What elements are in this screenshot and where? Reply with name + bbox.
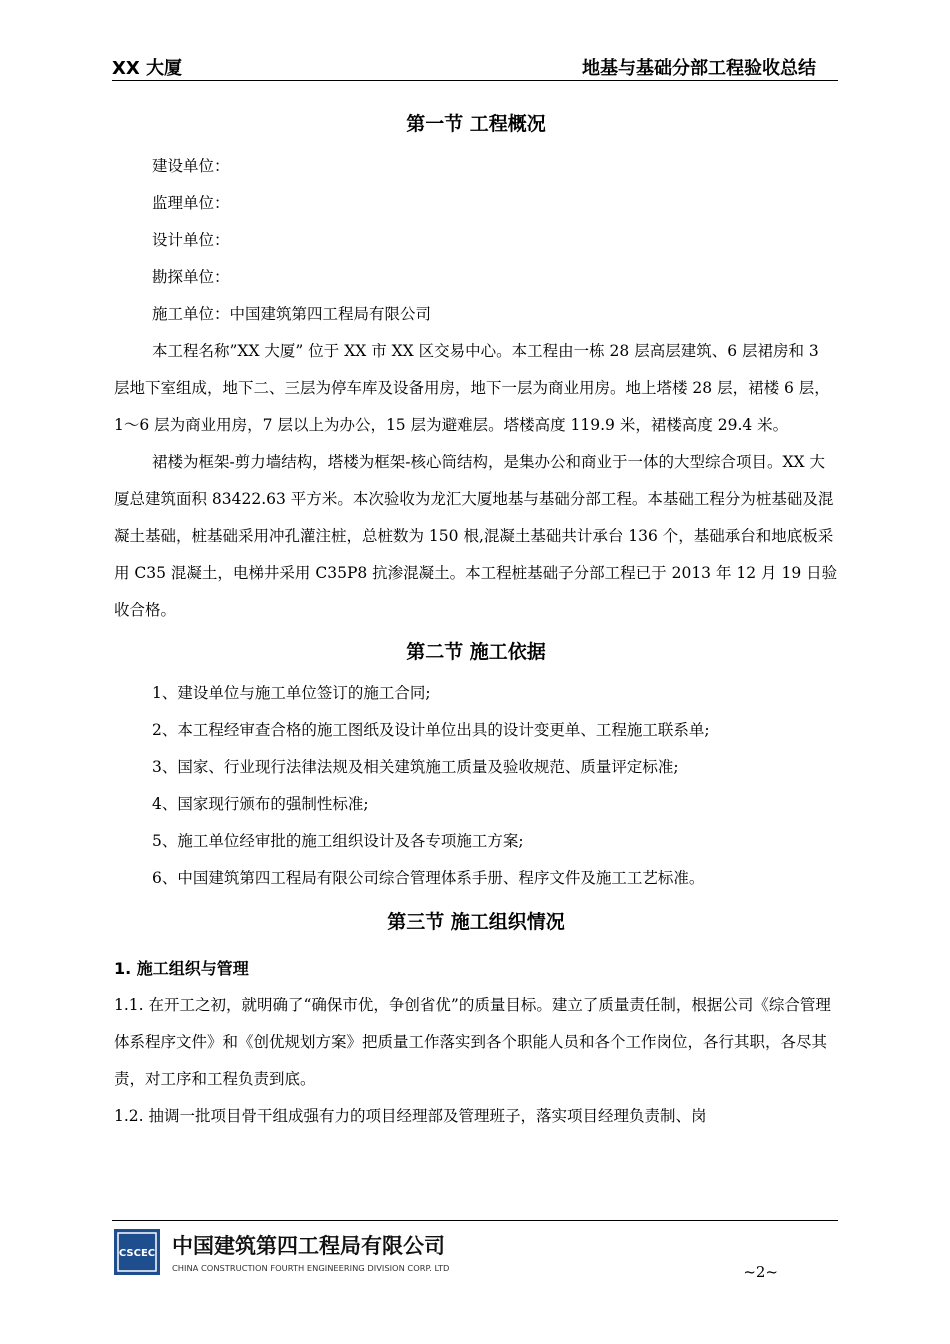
body-paragraph: 1.2. 抽调一批项目骨干组成强有力的项目经理部及管理班子，落实项目经理负责制、岗 bbox=[114, 1107, 707, 1125]
list-item: 4、国家现行颁布的强制性标准; bbox=[152, 795, 369, 813]
list-item: 6、中国建筑第四工程局有限公司综合管理体系手册、程序文件及施工工艺标准。 bbox=[152, 869, 705, 887]
page-header bbox=[112, 50, 838, 81]
list-item: 3、国家、行业现行法律法规及相关建筑施工质量及验收规范、质量评定标准; bbox=[152, 758, 679, 776]
page-number: ~2~ bbox=[743, 1263, 778, 1281]
company-logo bbox=[112, 1227, 492, 1277]
field-survey-unit: 勘探单位： bbox=[152, 268, 230, 286]
company-name-en: CHINA CONSTRUCTION FOURTH ENGINEERING DIVISION CORP. LTD bbox=[172, 1263, 450, 1273]
logo-mark-text: CSCEC bbox=[118, 1248, 156, 1259]
field-construction-unit: 建设单位： bbox=[152, 157, 230, 175]
company-name-cn: 中国建筑第四工程局有限公司 bbox=[172, 1234, 445, 1258]
section-title: 第二节 施工依据 bbox=[406, 641, 546, 663]
overview-paragraph: 本工程名称”XX 大厦” 位于 XX 市 XX 区交易中心。本工程由一栋 28 层高层建筑、6 层裙房和 3 层地下室组成，地下二、三层为停车库及设备用房，地下一层为商业用房。地上塔楼 28 层，裙楼 6 层，1～6 层为商业用房，7 层以上为办公，15 层为避难层。塔楼高度 119.9 米，裙楼高度 29.4 米。 bbox=[114, 342, 830, 434]
field-builder-unit: 施工单位：中国建筑第四工程局有限公司 bbox=[152, 305, 432, 323]
field-supervision-unit: 监理单位： bbox=[152, 194, 230, 212]
field-design-unit: 设计单位： bbox=[152, 231, 230, 249]
list-item: 5、施工单位经审批的施工组织设计及各专项施工方案; bbox=[152, 832, 524, 850]
section-title: 第三节 施工组织情况 bbox=[387, 911, 565, 933]
overview-paragraph: 裙楼为框架-剪力墙结构，塔楼为框架-核心筒结构，是集办公和商业于一体的大型综合项目。XX 大厦总建筑面积 83422.63 平方米。本次验收为龙汇大厦地基与基础分部工程。本基础工程分为桩基础及混凝土基础，桩基础采用冲孔灌注桩，总桩数为 150 根,混凝土基础共计承台 136 个，基础承台和地底板采用 C35 混凝土，电梯井采用 C35P8 抗渗混凝土。本工程桩基础子分部工程已于 2013 年 12 月 19 日验收合格。 bbox=[114, 453, 838, 619]
page-footer bbox=[112, 1220, 838, 1281]
header-building-name: XX 大厦 bbox=[112, 58, 183, 79]
subsection-title: 1. 施工组织与管理 bbox=[114, 959, 249, 978]
list-item: 1、建设单位与施工单位签订的施工合同; bbox=[152, 684, 431, 702]
body-paragraph: 1.1. 在开工之初，就明确了“确保市优，争创省优”的质量目标。建立了质量责任制，根据公司《综合管理体系程序文件》和《创优规划方案》把质量工作落实到各个职能人员和各个工作岗位，各行其职，各尽其责，对工序和工程负责到底。 bbox=[114, 996, 831, 1088]
document-body bbox=[114, 100, 838, 1135]
list-item: 2、本工程经审查合格的施工图纸及设计单位出具的设计变更单、工程施工联系单; bbox=[152, 721, 710, 739]
section-title: 第一节 工程概况 bbox=[406, 113, 546, 135]
header-document-title: 地基与基础分部工程验收总结 bbox=[582, 58, 816, 79]
